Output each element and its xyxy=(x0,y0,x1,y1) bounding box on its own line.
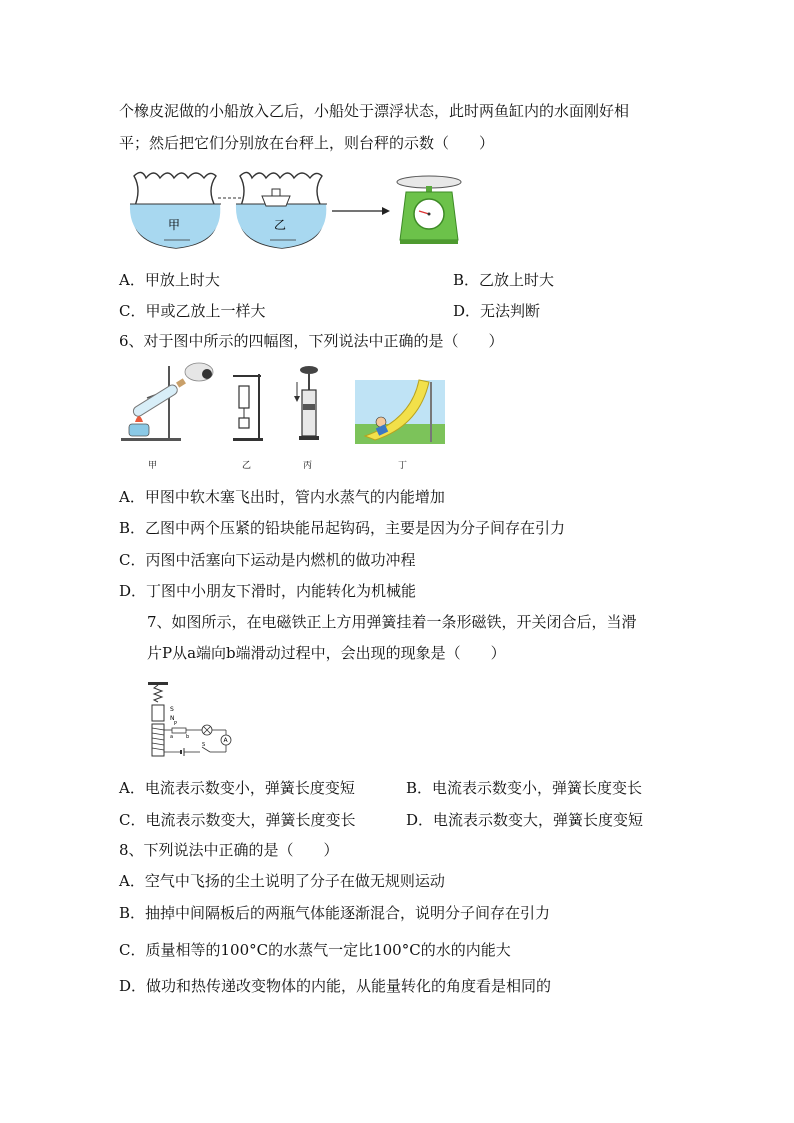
q6-caption-jia: 甲 xyxy=(148,461,158,471)
q6-caption-yi: 乙 xyxy=(242,461,252,471)
q7-option-c[interactable]: C．电流表示数变大，弹簧长度变长 xyxy=(119,811,356,829)
q5-option-d[interactable]: D．无法判断 xyxy=(453,302,541,320)
q5-option-a[interactable]: A．甲放上时大 xyxy=(119,271,220,289)
q6-option-a[interactable]: A．甲图中软木塞飞出时，管内水蒸气的内能增加 xyxy=(119,488,445,506)
q7-option-d[interactable]: D．电流表示数变大，弹簧长度变短 xyxy=(406,811,644,829)
q6-caption-bing: 丙 xyxy=(303,461,313,471)
label-jia: 甲 xyxy=(168,218,181,232)
q5-stem-line2: 平；然后把它们分别放在台秤上，则台秤的示数（ ） xyxy=(119,134,495,152)
toy-boat xyxy=(262,196,290,206)
q7-option-b[interactable]: B．电流表示数变小，弹簧长度变长 xyxy=(406,779,643,797)
q8-option-b[interactable]: B．抽掉中间隔板后的两瓶气体能逐渐混合，说明分子间存在引力 xyxy=(119,904,551,922)
svg-text:S: S xyxy=(202,742,206,748)
rheostat xyxy=(172,728,186,733)
label-yi: 乙 xyxy=(274,218,287,232)
q6-figure xyxy=(119,362,449,444)
svg-text:b: b xyxy=(186,734,190,740)
q8-option-a[interactable]: A．空气中飞扬的尘土说明了分子在做无规则运动 xyxy=(119,872,445,890)
q5-option-c[interactable]: C．甲或乙放上一样大 xyxy=(119,302,266,320)
piston-cylinder-figure xyxy=(294,366,319,440)
q5-stem-line1: 个橡皮泥做的小船放入乙后，小船处于漂浮状态，此时两鱼缸内的水面刚好相 xyxy=(119,102,630,120)
q6-option-b[interactable]: B．乙图中两个压紧的铅块能吊起钩码，主要是因为分子间存在引力 xyxy=(119,519,566,537)
playground-slide-figure xyxy=(355,380,445,444)
q5-option-b[interactable]: B．乙放上时大 xyxy=(453,271,555,289)
q7-stem-line2: 片P从a端向b端滑动过程中，会出现的现象是（ ） xyxy=(147,644,506,662)
q7-option-a[interactable]: A．电流表示数变小，弹簧长度变短 xyxy=(119,779,355,797)
bar-magnet xyxy=(152,705,164,721)
test-tube-heating-figure xyxy=(121,363,213,441)
fish-tank-yi xyxy=(236,172,327,248)
lead-blocks-figure xyxy=(233,374,263,441)
svg-text:a: a xyxy=(170,734,174,740)
svg-text:A: A xyxy=(223,737,228,744)
fish-tank-jia xyxy=(130,172,221,248)
q6-caption-ding: 丁 xyxy=(398,461,408,471)
spring-icon xyxy=(154,685,162,702)
q8-option-d[interactable]: D．做功和热传递改变物体的内能，从能量转化的角度看是相同的 xyxy=(119,977,552,995)
q7-stem-line1: 7、如图所示，在电磁铁正上方用弹簧挂着一条形磁铁，开关闭合后，当滑 xyxy=(147,613,637,631)
q6-option-d[interactable]: D．丁图中小朋友下滑时，内能转化为机械能 xyxy=(119,582,417,600)
platform-scale-icon xyxy=(397,176,461,244)
q5-figure xyxy=(124,168,464,258)
q8-option-c[interactable]: C．质量相等的100°C的水蒸气一定比100°C的水的内能大 xyxy=(119,941,511,959)
q7-circuit-figure xyxy=(140,680,240,760)
q8-stem: 8、下列说法中正确的是（ ） xyxy=(119,841,339,859)
svg-text:P: P xyxy=(174,721,178,727)
svg-text:S: S xyxy=(170,706,174,713)
q6-option-c[interactable]: C．丙图中活塞向下运动是内燃机的做功冲程 xyxy=(119,551,416,569)
svg-text:N: N xyxy=(170,715,175,722)
electromagnet-coil xyxy=(152,724,164,756)
q6-stem: 6、对于图中所示的四幅图，下列说法中正确的是（ ） xyxy=(119,332,504,350)
